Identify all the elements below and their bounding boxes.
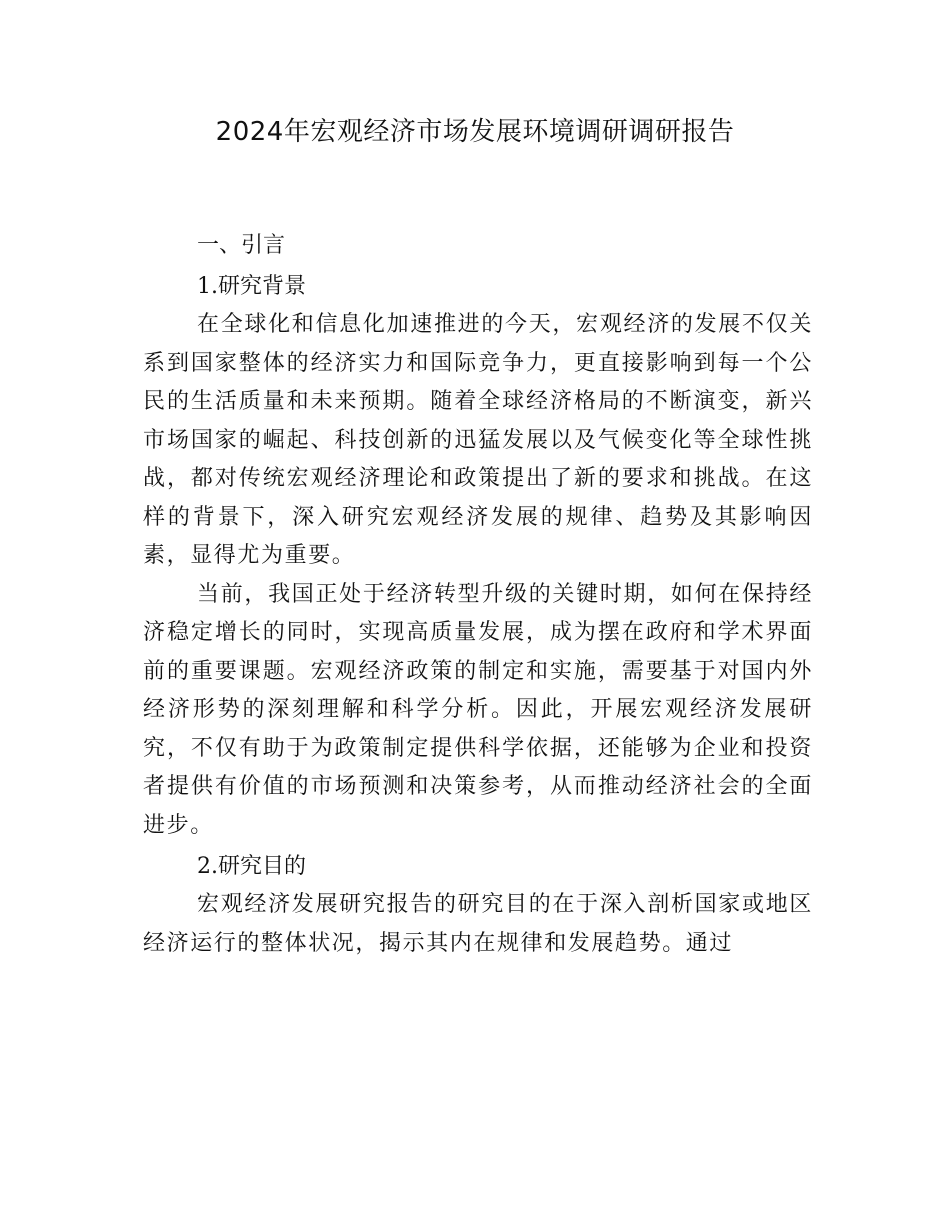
document-title: 2024年宏观经济市场发展环境调研调研报告: [215, 117, 735, 147]
paragraph-background-1: 在全球化和信息化加速推进的今天，宏观经济的发展不仅关系到国家整体的经济实力和国际竞争力，更直接影响到每一个公民的生活质量和未来预期。随着全球经济格局的不断演变，新兴市场国家的崛起、科技创新的迅猛发展以及气候变化等全球性挑战，都对传统宏观经济理论和政策提出了新的要求和挑战。在这样的背景下，深入研究宏观经济发展的规律、趋势及其影响因素，显得尤为重要。: [143, 312, 813, 568]
subsection-heading-background: 1.研究背景: [197, 274, 306, 299]
subsection-heading-purpose: 2.研究目的: [197, 854, 306, 879]
paragraph-background-2: 当前，我国正处于经济转型升级的关键时期，如何在保持经济稳定增长的同时，实现高质量发展，成为摆在政府和学术界面前的重要课题。宏观经济政策的制定和实施，需要基于对国内外经济形势的深刻理解和科学分析。因此，开展宏观经济发展研究，不仅有助于为政策制定提供科学依据，还能够为企业和投资者提供有价值的市场预测和决策参考，从而推动经济社会的全面进步。: [143, 581, 813, 838]
document-body: [143, 226, 813, 963]
paragraph-purpose-1: 宏观经济发展研究报告的研究目的在于深入剖析国家或地区经济运行的整体状况，揭示其内在规律和发展趋势。通过: [143, 892, 813, 956]
section-heading-intro: 一、引言: [197, 233, 286, 258]
